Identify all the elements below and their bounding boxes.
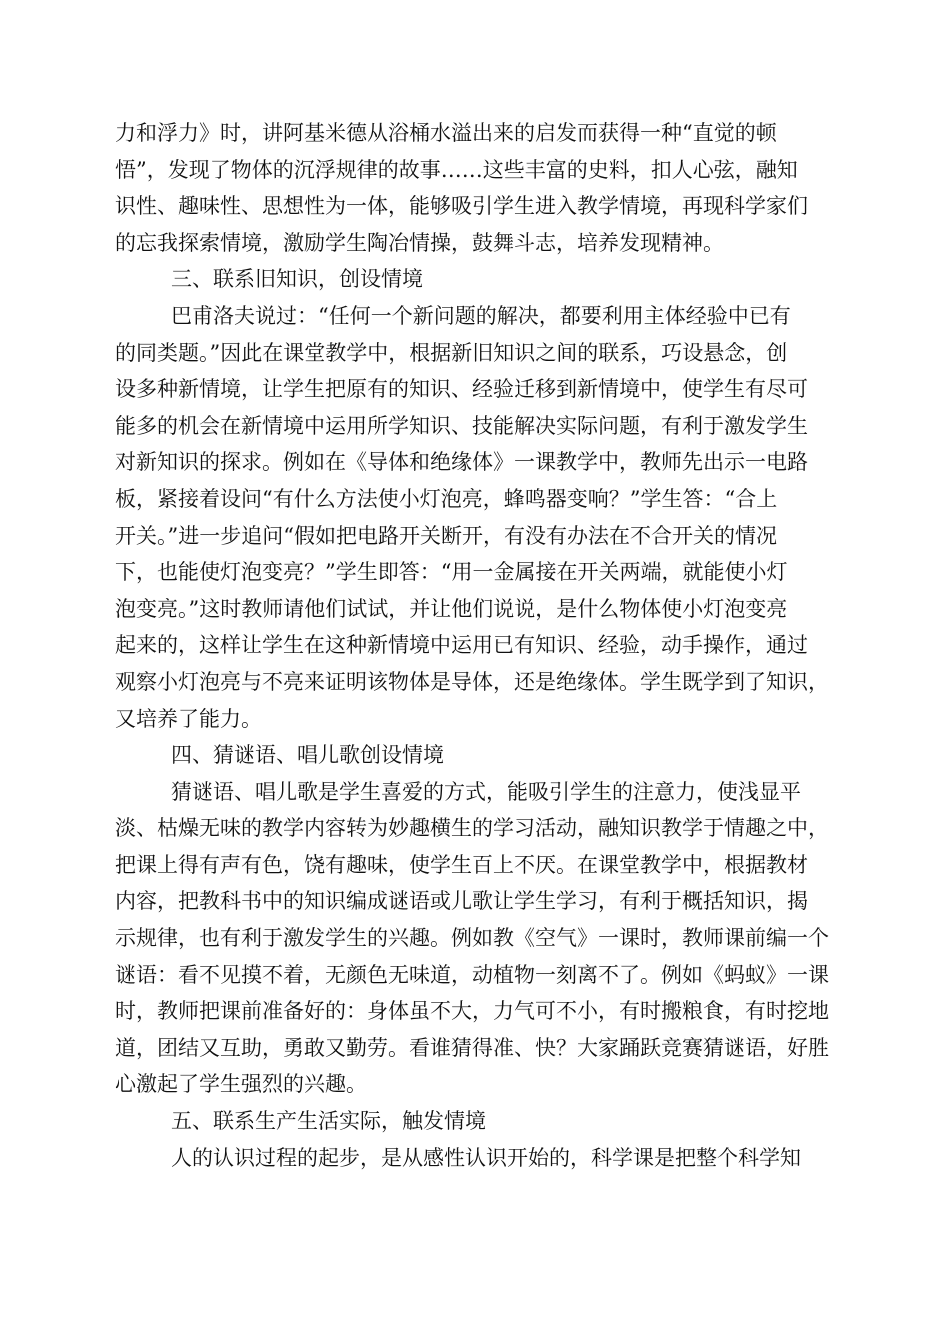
paragraph-line: 能多的机会在新情境中运用所学知识、技能解决实际问题，有利于激发学生 [115,413,808,438]
paragraph-line: 力和浮力》时，讲阿基米德从浴桶水溢出来的启发而获得一种“直觉的顿 [115,121,777,145]
section-heading: 四、猜谜语、唱儿歌创设情境 [171,743,444,768]
paragraph-line: 又培养了能力。 [115,706,262,731]
paragraph-line: 开关。”进一步追问“假如把电路开关断开，有没有办法在不合开关的情况 [115,523,777,548]
section-heading: 五、联系生产生活实际，触发情境 [171,1109,486,1134]
paragraph-line: 人的认识过程的起步，是从感性认识开始的，科学课是把整个科学知 [171,1145,801,1170]
paragraph-line: 起来的，这样让学生在这种新情境中运用已有知识、经验，动手操作，通过 [115,633,808,658]
paragraph-line: 淡、枯燥无味的教学内容转为妙趣横生的学习活动，融知识教学于情趣之中， [115,816,829,841]
paragraph-line: 示规律，也有利于激发学生的兴趣。例如教《空气》一课时，教师课前编一个 [115,926,829,951]
paragraph-line: 板，紧接着设问“有什么方法使小灯泡亮，蜂鸣器变响？”学生答：“合上 [115,486,778,511]
paragraph-line: 设多种新情境，让学生把原有的知识、经验迁移到新情境中，使学生有尽可 [115,377,808,402]
section-heading: 三、联系旧知识，创设情境 [171,267,423,292]
paragraph-line: 观察小灯泡亮与不亮来证明该物体是导体，还是绝缘体。学生既学到了知识， [115,669,829,694]
paragraph-line: 把课上得有声有色，饶有趣味，使学生百上不厌。在课堂教学中，根据教材 [115,852,808,877]
paragraph-line: 道，团结又互助，勇敢又勤劳。看谁猜得准、快？大家踊跃竞赛猜谜语，好胜 [115,1035,829,1060]
paragraph-line: 泡变亮。”这时教师请他们试试，并让他们说说，是什么物体使小灯泡变亮 [115,596,788,621]
paragraph-line: 时，教师把课前准备好的：身体虽不大，力气可不小，有时搬粮食，有时挖地 [115,999,829,1024]
paragraph-line: 下，也能使灯泡变亮？”学生即答：“用一金属接在开关两端，就能使小灯 [115,560,788,585]
paragraph-line: 识性、趣味性、思想性为一体，能够吸引学生进入教学情境，再现科学家们 [115,194,808,219]
paragraph-line: 的同类题。”因此在课堂教学中，根据新旧知识之间的联系，巧设悬念，创 [115,340,788,365]
paragraph-line: 谜语：看不见摸不着，无颜色无味道，动植物一刻离不了。例如《蚂蚁》一课 [115,962,829,987]
paragraph-line: 猜谜语、唱儿歌是学生喜爱的方式，能吸引学生的注意力，使浅显平 [171,779,801,804]
paragraph-line: 对新知识的探求。例如在《导体和绝缘体》一课教学中，教师先出示一电路 [115,450,808,475]
paragraph-line: 巴甫洛夫说过：“任何一个新问题的解决，都要利用主体经验中已有 [171,303,791,328]
paragraph-line: 心激起了学生强烈的兴趣。 [115,1072,367,1097]
paragraph-line: 内容，把教科书中的知识编成谜语或儿歌让学生学习，有利于概括知识，揭 [115,889,808,914]
document-page [115,115,850,1176]
paragraph-line: 悟”，发现了物体的沉浮规律的故事……这些丰富的史料，扣人心弦，融知 [115,157,798,182]
paragraph-line: 的忘我探索情境，激励学生陶冶情操，鼓舞斗志，培养发现精神。 [115,230,724,255]
